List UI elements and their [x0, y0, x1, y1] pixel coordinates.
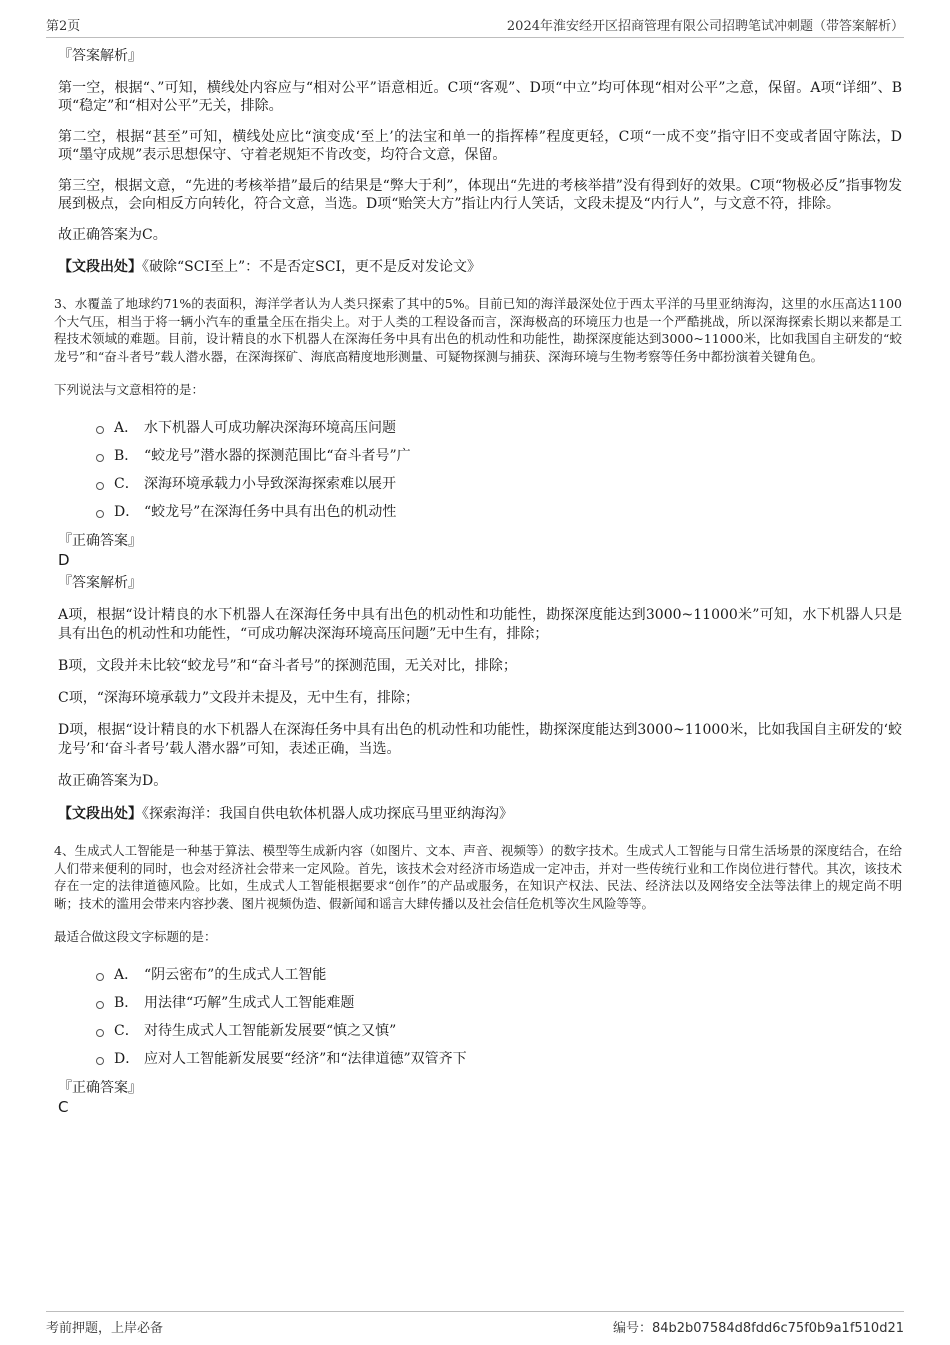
option-text: 应对人工智能新发展要“经济”和“法律道德”双管齐下: [144, 1051, 467, 1067]
source-label: 【文段出处】: [58, 259, 142, 275]
option-letter: D．: [114, 504, 140, 520]
question-stem: 4、生成式人工智能是一种基于算法、模型等生成新内容（如图片、文本、声音、视频等）的数字技术。生成式人工智能与日常生活场景的深度结合，在给人们带来便利的同时，也会对经济社会带来一定风险。首先，该技术会对经济市场造成一定冲击，并对一些传统行业和工作岗位进行替代。其次，该技术存在一定的法律道德风险。比如，生成式人工智能根据要求“创作”的产品或服务，在知识产权法、民法、经济法以及网络安全法等法律上的规定尚不明晰；技术的滥用会带来内容抄袭、图片视频伪造、假新闻和谣言大肆传播以及社会信任危机等次生风险等等。: [54, 843, 902, 911]
correct-answer: D: [58, 551, 70, 569]
option-text: “阴云密布”的生成式人工智能: [144, 967, 327, 983]
question-prompt: 下列说法与文意相符的是：: [54, 382, 205, 397]
analysis-paragraph: B项，文段并未比较“蛟龙号”和“奋斗者号”的探测范围，无关对比，排除；: [58, 658, 517, 674]
serial-number: [613, 1317, 904, 1336]
correct-answer-label: 『正确答案』: [58, 533, 142, 549]
source-text: 《探索海洋：我国自供电软体机器人成功探底马里亚纳海沟》: [142, 806, 513, 822]
option-letter: C．: [114, 476, 139, 492]
analysis-conclusion: 故正确答案为D。: [58, 773, 168, 789]
option-letter: A．: [114, 420, 139, 436]
source-label: 【文段出处】: [58, 806, 142, 822]
radio-icon[interactable]: [96, 454, 104, 462]
question-prompt: 最适合做这段文字标题的是：: [54, 929, 217, 944]
option-text: 深海环境承载力小导致深海探索难以展开: [144, 476, 396, 492]
option-letter: A．: [114, 967, 139, 983]
option-list: [96, 413, 902, 525]
correct-answer-label: 『正确答案』: [58, 1080, 142, 1096]
option-a[interactable]: [96, 960, 902, 988]
analysis-paragraph: C项，“深海环境承载力”文段并未提及，无中生有，排除；: [58, 690, 420, 706]
radio-icon[interactable]: [96, 510, 104, 518]
analysis-paragraph: 第三空，根据文意，“先进的考核举措”最后的结果是“弊大于利”，体现出“先进的考核举措”没有得到好的效果。C项“物极必反”指事物发展到极点，会向相反方向转化，符合文意，当选。D项“贻笑大方”指让内行人笑话，文段未提及“内行人”，与文意不符，排除。: [58, 178, 902, 212]
radio-icon[interactable]: [96, 1029, 104, 1037]
option-text: “蛟龙号”在深海任务中具有出色的机动性: [144, 504, 397, 520]
option-b[interactable]: [96, 988, 902, 1016]
analysis-paragraph: 第一空，根据“、”可知，横线处内容应与“相对公平”语意相近。C项“客观”、D项“中立”均可体现“相对公平”之意，保留。A项“详细”、B项“稳定”和“相对公平”无关，排除。: [58, 80, 902, 114]
analysis-conclusion: 故正确答案为C。: [58, 227, 167, 243]
analysis-paragraph: D项，根据“设计精良的水下机器人在深海任务中具有出色的机动性和功能性，勘探深度能达到3000~11000米，比如我国自主研发的‘蛟龙号’和‘奋斗者号’载人潜水器”可知，表述正确，当选。: [58, 722, 902, 757]
option-text: 水下机器人可成功解决深海环境高压问题: [144, 420, 396, 436]
option-c[interactable]: [96, 469, 902, 497]
option-c[interactable]: [96, 1016, 902, 1044]
radio-icon[interactable]: [96, 426, 104, 434]
analysis-label: 『答案解析』: [58, 48, 142, 64]
document-title: 2024年淮安经开区招商管理有限公司招聘笔试冲刺题（带答案解析）: [506, 19, 904, 34]
analysis-label: 『答案解析』: [58, 575, 142, 591]
radio-icon[interactable]: [96, 482, 104, 490]
question-stem: 3、水覆盖了地球约71%的表面积，海洋学者认为人类只探索了其中的5%。目前已知的海洋最深处位于西太平洋的马里亚纳海沟，这里的水压高达1100个大气压，相当于将一辆小汽车的重量全压在指尖上。对于人类的工程设备而言，深海极高的环境压力也是一个严酷挑战，所以深海探索长期以来都是工程技术领域的难题。目前，设计精良的水下机器人在深海任务中具有出色的机动性和功能性，勘探深度能达到3000~11000米，比如我国自主研发的“蛟龙号”和“奋斗者号”载人潜水器，在深海探矿、海底高精度地形测量、可疑物探测与捕获、深海环境与生物考察等任务中都扮演着关键角色。: [54, 296, 902, 364]
option-a[interactable]: [96, 413, 902, 441]
source-line: [58, 257, 902, 277]
option-d[interactable]: [96, 497, 902, 525]
footer-slogan: 考前押题，上岸必备: [46, 1321, 164, 1336]
option-letter: B．: [114, 995, 139, 1011]
option-b[interactable]: [96, 441, 902, 469]
page-number: 第2页: [46, 19, 81, 34]
radio-icon[interactable]: [96, 1001, 104, 1009]
analysis-paragraph: 第二空，根据“甚至”可知，横线处应比“演变成‘至上’的法宝和单一的指挥棒”程度更轻，C项“一成不变”指守旧不变或者固守陈法，D项“墨守成规”表示思想保守、守着老规矩不肯改变，均符合文意，保留。: [58, 129, 902, 163]
analysis-paragraph: A项，根据“设计精良的水下机器人在深海任务中具有出色的机动性和功能性，勘探深度能达到3000~11000米”可知，水下机器人只是具有出色的机动性和功能性，“可成功解决深海环境高压问题”无中生有，排除；: [58, 607, 902, 642]
option-text: 对待生成式人工智能新发展要“慎之又慎”: [144, 1023, 397, 1039]
page-content: [54, 46, 902, 1120]
serial-label: 编号：: [612, 1321, 652, 1336]
page-footer: [46, 1311, 904, 1336]
option-letter: B．: [114, 448, 139, 464]
option-text: 用法律“巧解”生成式人工智能难题: [144, 995, 355, 1011]
option-text: “蛟龙号”潜水器的探测范围比“奋斗者号”广: [144, 448, 411, 464]
page-header: [46, 14, 904, 38]
serial-value: 84b2b07584d8fdd6c75f0b9a1f510d21: [651, 1321, 904, 1336]
source-text: 《破除“SCI至上”：不是否定SCI，更不是反对发论文》: [142, 259, 481, 275]
correct-answer: C: [58, 1098, 69, 1116]
radio-icon[interactable]: [96, 973, 104, 981]
option-list: [96, 960, 902, 1072]
radio-icon[interactable]: [96, 1057, 104, 1065]
option-letter: D．: [114, 1051, 140, 1067]
source-line: [58, 804, 902, 824]
option-d[interactable]: [96, 1044, 902, 1072]
option-letter: C．: [114, 1023, 139, 1039]
